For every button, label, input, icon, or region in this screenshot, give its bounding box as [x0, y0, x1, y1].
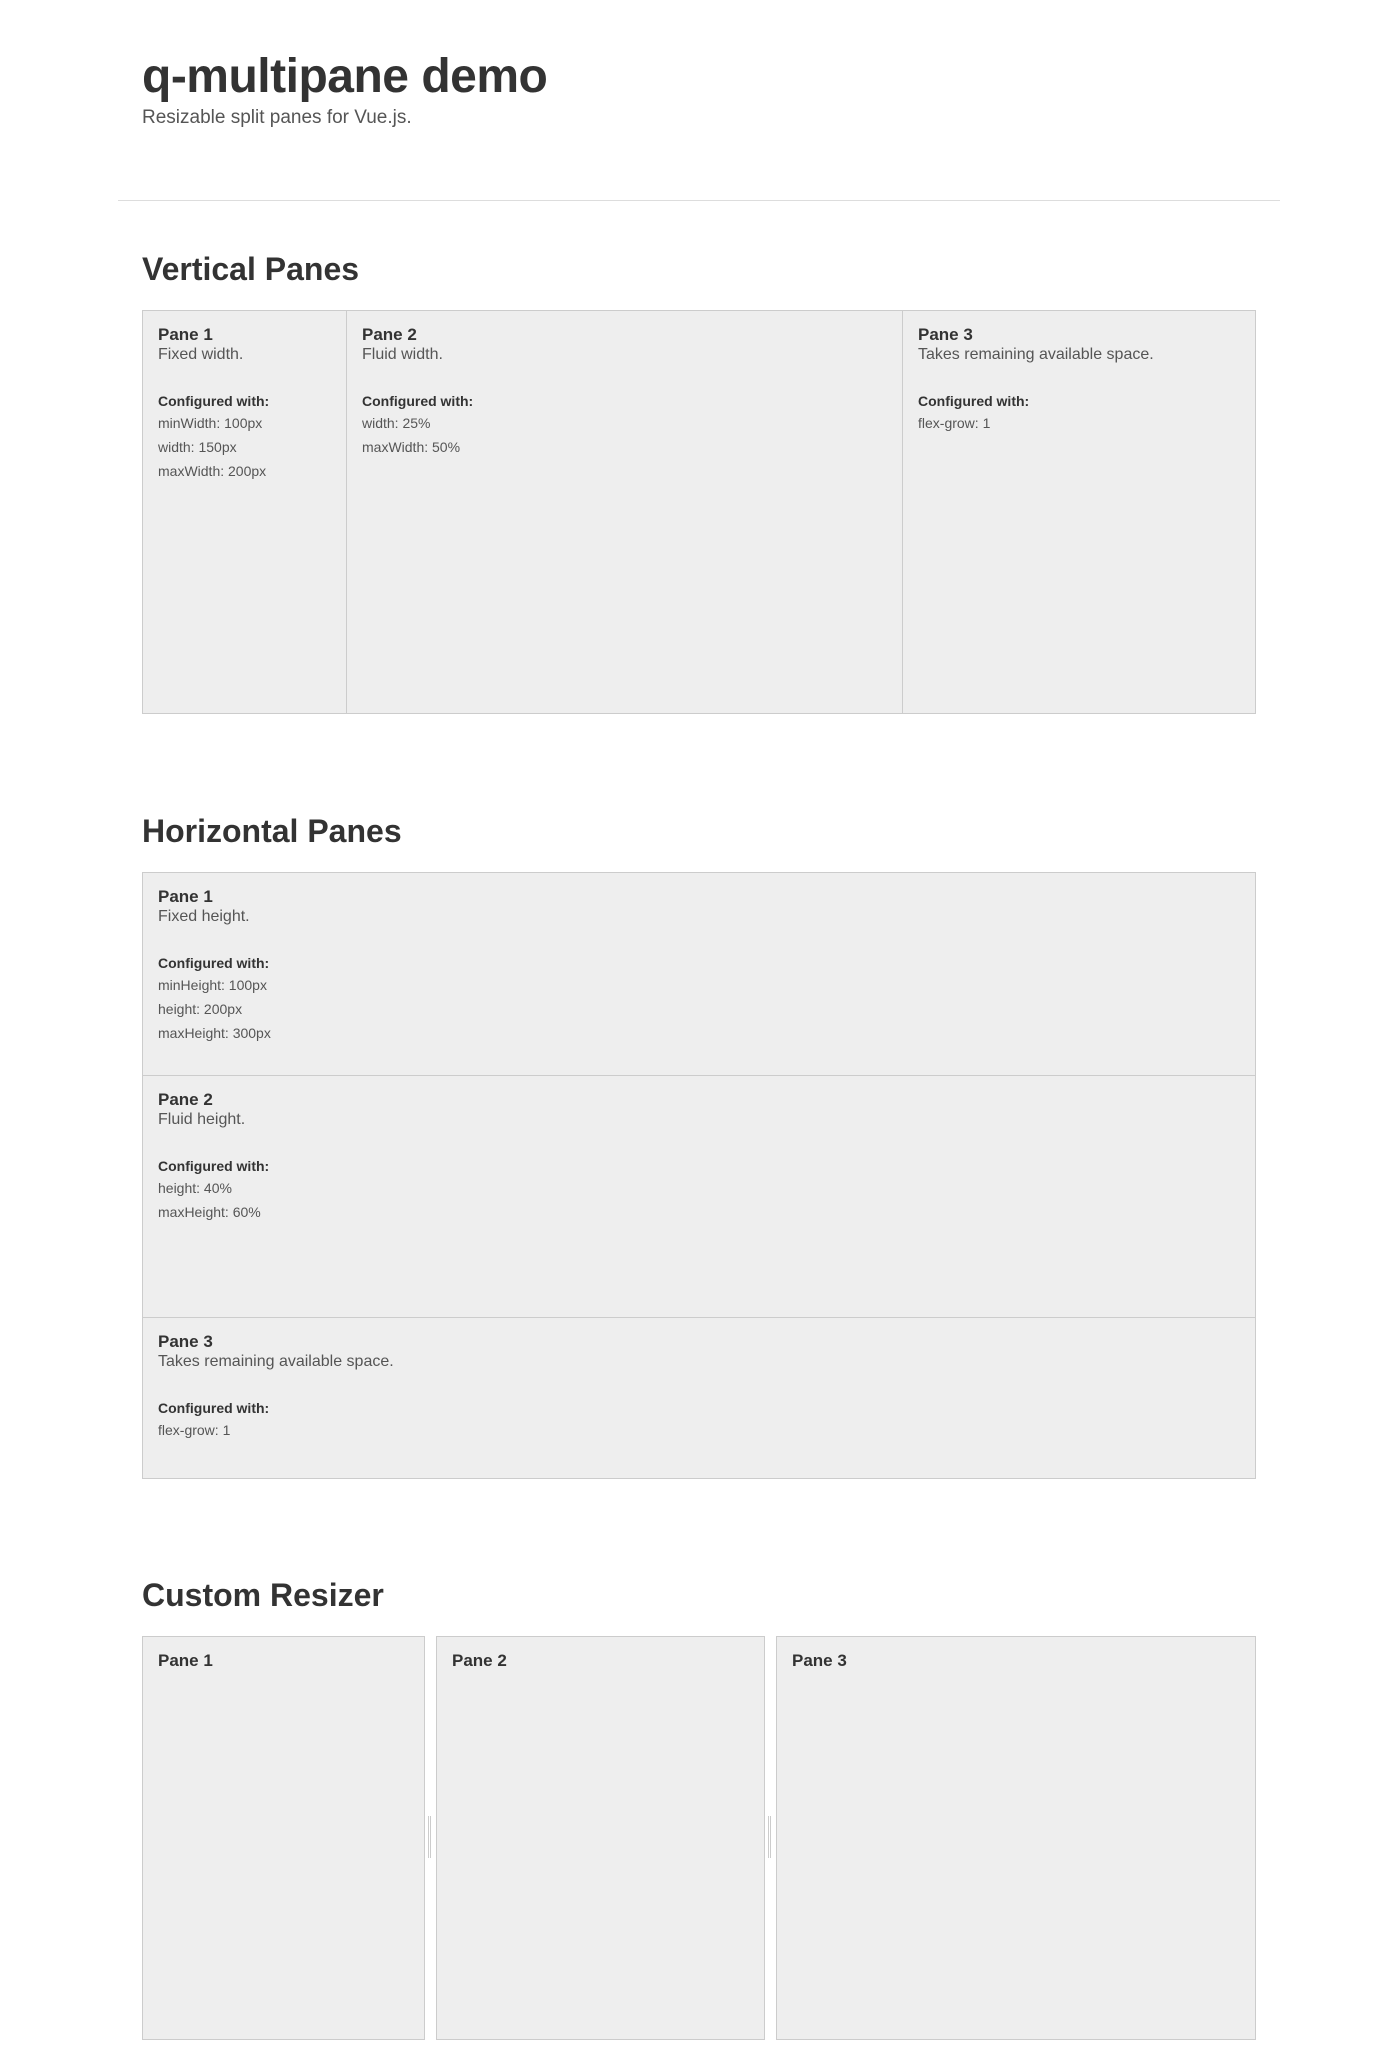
config-item: width: 150px [158, 439, 237, 455]
page-header [142, 48, 547, 130]
pane-description: Fixed height. [158, 908, 250, 925]
custom-pane-3 [776, 1636, 1256, 2040]
pane-description: Takes remaining available space. [158, 1353, 394, 1370]
config-item: flex-grow: 1 [918, 415, 991, 431]
section-title-horizontal: Horizontal Panes [142, 813, 402, 849]
pane-title: Pane 3 [158, 1332, 213, 1351]
resizer-handle[interactable] [425, 1636, 436, 2040]
config-label: Configured with: [158, 393, 270, 409]
horizontal-pane-3 [143, 1317, 1255, 1478]
pane-description: Takes remaining available space. [918, 346, 1154, 363]
pane-title: Pane 1 [158, 887, 213, 906]
section-title-vertical: Vertical Panes [142, 251, 360, 287]
custom-multipane [142, 1636, 1256, 2040]
config-label: Configured with: [158, 1158, 270, 1174]
grip-icon [768, 1816, 771, 1858]
config-label: Configured with: [158, 1400, 270, 1416]
horizontal-pane-1 [143, 873, 1255, 1075]
vertical-pane-2 [346, 311, 902, 713]
custom-pane-1 [142, 1636, 425, 2040]
pane-description: Fluid height. [158, 1111, 246, 1128]
config-item: height: 200px [158, 1001, 243, 1017]
pane-title: Pane 1 [158, 325, 213, 344]
pane-title: Pane 1 [158, 1651, 213, 1670]
config-item: flex-grow: 1 [158, 1422, 231, 1438]
config-label: Configured with: [918, 393, 1030, 409]
config-item: width: 25% [362, 415, 431, 431]
pane-description: Fixed width. [158, 346, 244, 363]
pane-title: Pane 3 [918, 325, 973, 344]
vertical-multipane [142, 310, 1256, 714]
grip-icon [428, 1816, 431, 1858]
section-title-custom: Custom Resizer [142, 1577, 384, 1613]
pane-title: Pane 2 [452, 1651, 507, 1670]
resizer-handle[interactable] [765, 1636, 776, 2040]
vertical-pane-3 [902, 311, 1255, 713]
page-title: q-multipane demo [142, 50, 548, 103]
config-item: maxWidth: 200px [158, 463, 267, 479]
header-divider [118, 200, 1280, 201]
horizontal-multipane [142, 872, 1256, 1479]
config-item: minHeight: 100px [158, 977, 267, 993]
config-item: maxHeight: 300px [158, 1025, 271, 1041]
config-item: minWidth: 100px [158, 415, 263, 431]
pane-title: Pane 2 [362, 325, 417, 344]
page-subtitle: Resizable split panes for Vue.js. [142, 107, 412, 128]
config-item: maxWidth: 50% [362, 439, 461, 455]
pane-title: Pane 3 [792, 1651, 847, 1670]
config-item: height: 40% [158, 1180, 232, 1196]
vertical-pane-1 [143, 311, 346, 713]
config-label: Configured with: [362, 393, 474, 409]
pane-description: Fluid width. [362, 346, 443, 363]
pane-title: Pane 2 [158, 1090, 213, 1109]
config-label: Configured with: [158, 955, 270, 971]
custom-pane-2 [436, 1636, 765, 2040]
horizontal-pane-2 [143, 1075, 1255, 1317]
config-item: maxHeight: 60% [158, 1204, 261, 1220]
